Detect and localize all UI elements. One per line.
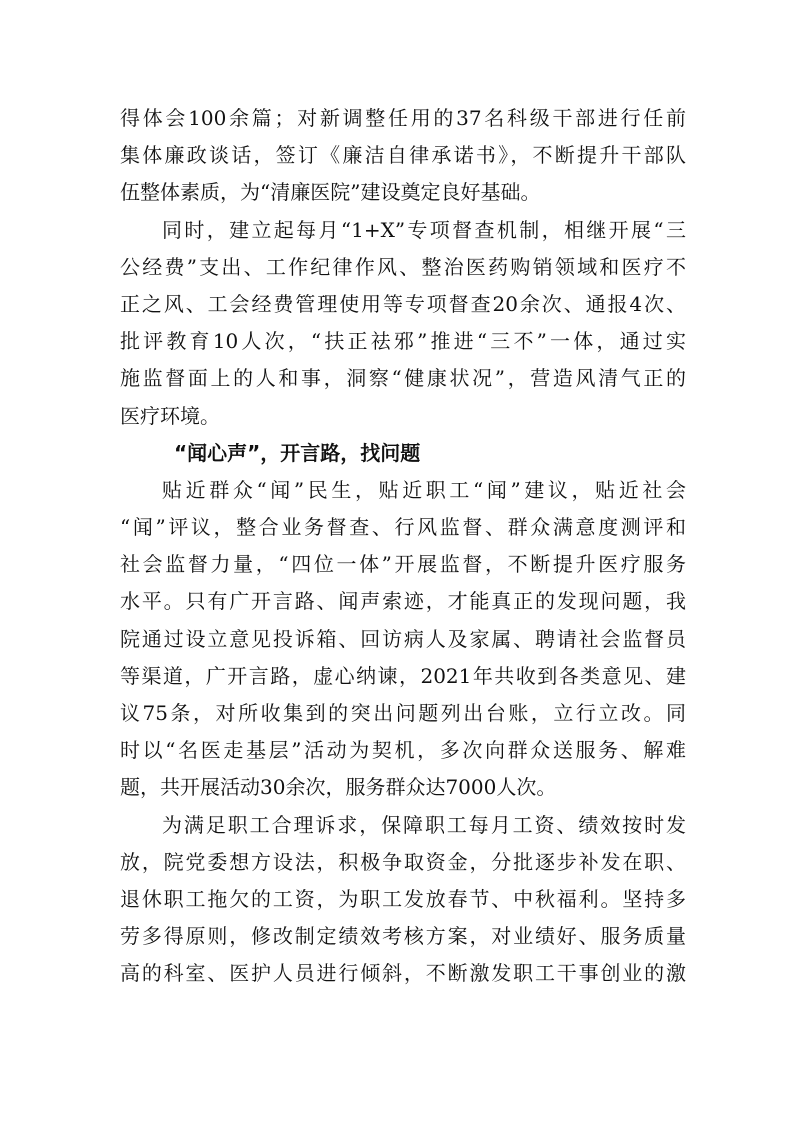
text-line: “闻”评议，整合业务督查、行风监督、群众满意度测评和 — [120, 515, 686, 540]
section-heading: “闻心声”，开言路，找问题 — [174, 440, 421, 465]
text-line: 等渠道，广开言路，虚心纳谏，2021年共收到各类意见、建 — [120, 663, 686, 688]
text-line: 退休职工拖欠的工资，为职工发放春节、中秋福利。坚持多 — [120, 886, 686, 911]
text-line: 施监督面上的人和事，洞察“健康状况”，营造风清气正的 — [120, 366, 686, 391]
text-line: 正之风、工会经费管理使用等专项督查20余次、通报4次、 — [120, 291, 686, 316]
text-line: 得体会100余篇；对新调整任用的37名科级干部进行任前 — [120, 106, 686, 130]
text-line: 高的科室、医护人员进行倾斜，不断激发职工干事创业的激 — [120, 961, 686, 986]
text-line: 院通过设立意见投诉箱、回访病人及家属、聘请社会监督员 — [120, 626, 686, 651]
text-line: 放，院党委想方设法，积极争取资金，分批逐步补发在职、 — [120, 849, 686, 874]
text-line: 公经费”支出、工作纪律作风、整治医药购销领域和医疗不 — [120, 254, 686, 279]
text-line: 集体廉政谈话，签订《廉洁自律承诺书》，不断提升干部队 — [120, 143, 686, 168]
text-line: 劳多得原则，修改制定绩效考核方案，对业绩好、服务质量 — [120, 924, 686, 949]
text-line: 为满足职工合理诉求，保障职工每月工资、绩效按时发 — [162, 812, 686, 837]
text-line: 题，共开展活动30余次，服务群众达7000人次。 — [120, 775, 557, 800]
text-line: 贴近群众“闻”民生，贴近职工“闻”建议，贴近社会 — [162, 477, 686, 502]
document-body — [120, 100, 686, 993]
text-line: 水平。只有广开言路、闻声索迹，才能真正的发现问题，我 — [120, 589, 686, 614]
text-line: 批评教育10人次，“扶正祛邪”推进“三不”一体，通过实 — [120, 329, 686, 354]
text-line: 同时，建立起每月“1+X”专项督查机制，相继开展“三 — [162, 217, 686, 242]
text-line: 伍整体素质，为“清廉医院”建设奠定良好基础。 — [120, 180, 541, 205]
text-line: 医疗环境。 — [120, 403, 220, 428]
text-line: 社会监督力量，“四位一体”开展监督，不断提升医疗服务 — [120, 552, 686, 577]
text-line: 时以“名医走基层”活动为契机，多次向群众送服务、解难 — [120, 738, 686, 763]
text-line: 议75条，对所收集到的突出问题列出台账，立行立改。同 — [120, 701, 686, 725]
